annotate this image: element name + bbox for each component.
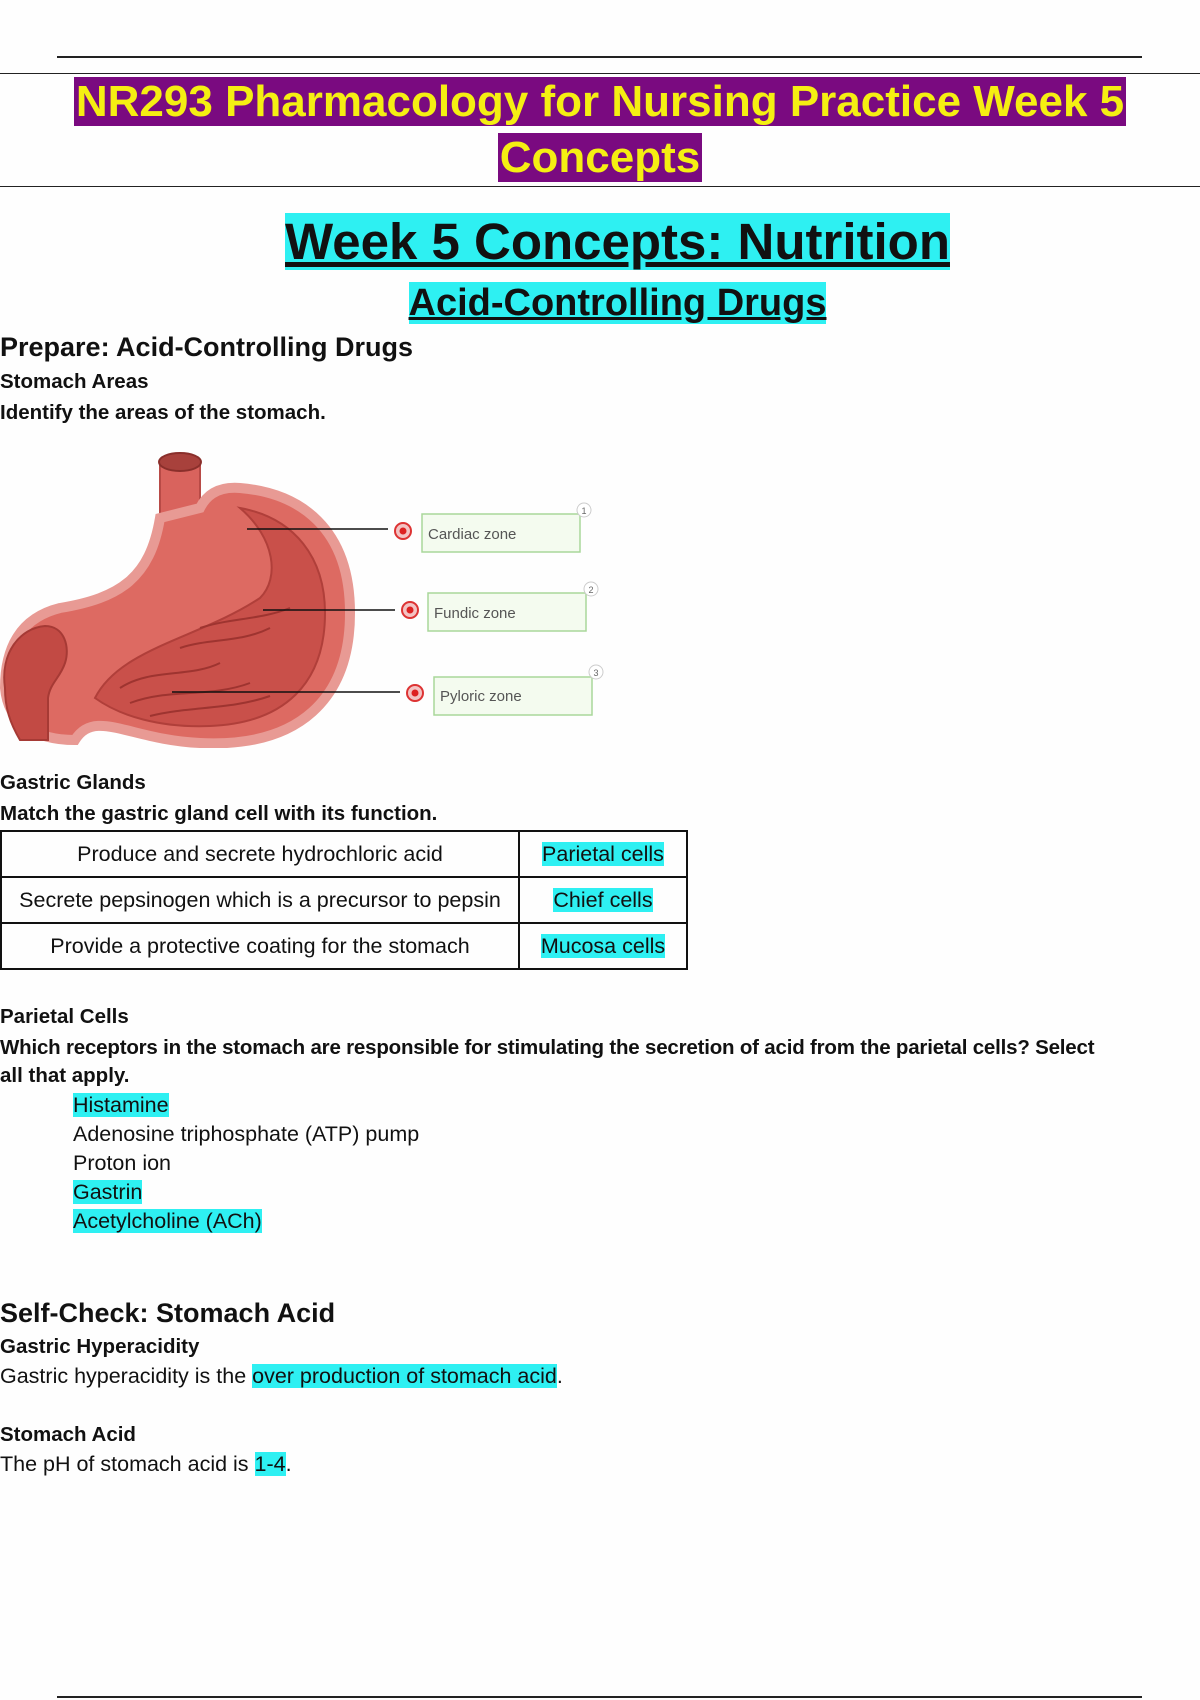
cell-answer bbox=[519, 923, 687, 969]
hyperacidity-suffix: . bbox=[556, 1364, 563, 1388]
hyperacidity-sentence bbox=[0, 1364, 563, 1389]
hyperacidity-answer: over production of stomach acid bbox=[252, 1364, 557, 1388]
option-item bbox=[73, 1120, 419, 1149]
label-text-2: Fundic zone bbox=[434, 605, 516, 622]
document-title-line1: NR293 Pharmacology for Nursing Practice Week 5 bbox=[75, 77, 1125, 126]
table-row bbox=[1, 877, 687, 923]
receptor-options bbox=[73, 1091, 419, 1236]
parietal-cells-heading: Parietal Cells bbox=[0, 1005, 129, 1028]
stomach-areas-instruction: Identify the areas of the stomach. bbox=[0, 401, 326, 424]
parietal-question-line1: Which receptors in the stomach are responsible for stimulating the secretion of acid from the parietal cells? Select bbox=[0, 1036, 1095, 1059]
cell-answer bbox=[519, 877, 687, 923]
self-check-heading: Self-Check: Stomach Acid bbox=[0, 1298, 336, 1328]
option-item bbox=[73, 1091, 419, 1120]
stomach-acid-suffix: . bbox=[285, 1452, 292, 1476]
gastric-glands-heading: Gastric Glands bbox=[0, 771, 146, 794]
prepare-heading: Prepare: Acid-Controlling Drugs bbox=[0, 332, 414, 362]
table-row bbox=[1, 923, 687, 969]
subtitle-text: Acid-Controlling Drugs bbox=[408, 282, 827, 324]
stomach-acid-sentence bbox=[0, 1452, 292, 1477]
option-text: Histamine bbox=[73, 1093, 169, 1117]
label-text-1: Cardiac zone bbox=[428, 526, 517, 543]
stomach-diagram bbox=[0, 448, 610, 748]
option-item bbox=[73, 1149, 419, 1178]
stomach-areas-heading: Stomach Areas bbox=[0, 370, 149, 393]
table-row bbox=[1, 831, 687, 877]
option-text: Gastrin bbox=[73, 1180, 143, 1204]
option-item bbox=[73, 1178, 419, 1207]
top-rule bbox=[57, 56, 1142, 58]
stomach-acid-prefix: The pH of stomach acid is bbox=[0, 1452, 255, 1476]
document-title-banner bbox=[0, 73, 1200, 187]
option-item bbox=[73, 1207, 419, 1236]
option-text: Acetylcholine (ACh) bbox=[73, 1209, 262, 1233]
stomach-acid-answer: 1-4 bbox=[254, 1452, 286, 1476]
label-num-3: 3 bbox=[593, 668, 599, 678]
document-title-line2: Concepts bbox=[499, 133, 701, 182]
subtitle bbox=[0, 280, 1200, 326]
option-text: Adenosine triphosphate (ATP) pump bbox=[73, 1122, 420, 1146]
bottom-rule bbox=[57, 1696, 1142, 1698]
parietal-question-line2: all that apply. bbox=[0, 1064, 130, 1087]
option-text: Proton ion bbox=[73, 1151, 172, 1175]
cell-answer bbox=[519, 831, 687, 877]
label-text-3: Pyloric zone bbox=[440, 688, 522, 705]
gastric-glands-instruction: Match the gastric gland cell with its function. bbox=[0, 802, 438, 825]
label-num-2: 2 bbox=[588, 585, 594, 595]
stomach-acid-heading: Stomach Acid bbox=[0, 1423, 136, 1446]
main-title bbox=[0, 212, 1200, 272]
hyperacidity-prefix: Gastric hyperacidity is the bbox=[0, 1364, 253, 1388]
cell-answer-text: Parietal cells bbox=[542, 841, 664, 866]
main-title-text: Week 5 Concepts: Nutrition bbox=[285, 213, 950, 270]
cell-answer-text: Mucosa cells bbox=[540, 933, 666, 958]
function-cell: Provide a protective coating for the stomach bbox=[1, 923, 519, 969]
marker-dots bbox=[395, 523, 423, 701]
cell-answer-text: Chief cells bbox=[553, 887, 653, 912]
label-num-1: 1 bbox=[581, 506, 587, 516]
gastric-gland-table bbox=[0, 830, 688, 970]
hyperacidity-heading: Gastric Hyperacidity bbox=[0, 1335, 200, 1358]
function-cell: Secrete pepsinogen which is a precursor to pepsin bbox=[1, 877, 519, 923]
function-cell: Produce and secrete hydrochloric acid bbox=[1, 831, 519, 877]
esophagus-opening bbox=[159, 453, 201, 471]
